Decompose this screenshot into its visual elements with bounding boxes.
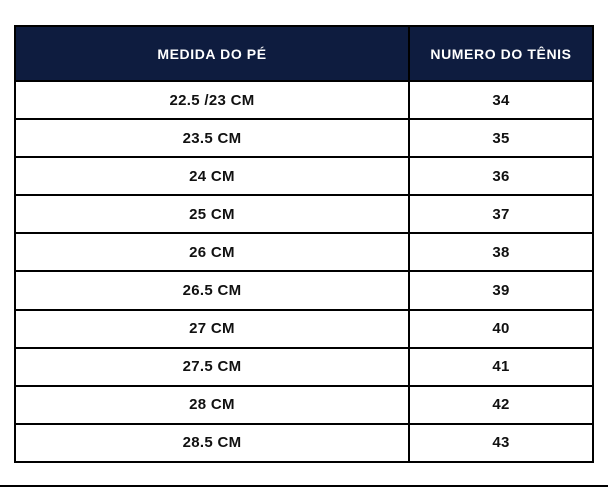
cell-foot-measure: 24 CM [15,157,409,195]
cell-shoe-size: 38 [409,233,593,271]
cell-shoe-size: 40 [409,310,593,348]
cell-foot-measure: 23.5 CM [15,119,409,157]
table-row [15,386,593,424]
table-row [15,348,593,386]
table-row [15,424,593,462]
header-row [15,26,593,81]
cell-shoe-size: 35 [409,119,593,157]
cell-foot-measure: 27.5 CM [15,348,409,386]
cell-shoe-size: 36 [409,157,593,195]
cell-shoe-size: 43 [409,424,593,462]
cell-foot-measure: 28 CM [15,386,409,424]
table-row [15,310,593,348]
cell-foot-measure: 22.5 /23 CM [15,81,409,119]
cell-shoe-size: 42 [409,386,593,424]
cell-shoe-size: 37 [409,195,593,233]
table-row [15,119,593,157]
shoe-size-table [14,25,594,463]
cell-shoe-size: 34 [409,81,593,119]
cell-shoe-size: 41 [409,348,593,386]
table-row [15,81,593,119]
table-row [15,271,593,309]
table-row [15,233,593,271]
cell-foot-measure: 27 CM [15,310,409,348]
cell-foot-measure: 28.5 CM [15,424,409,462]
cell-shoe-size: 39 [409,271,593,309]
cell-foot-measure: 26.5 CM [15,271,409,309]
bottom-divider [0,485,608,487]
cell-foot-measure: 26 CM [15,233,409,271]
table-row [15,157,593,195]
column-header-foot-measure: MEDIDA DO PÉ [15,26,409,81]
cell-foot-measure: 25 CM [15,195,409,233]
table-row [15,195,593,233]
column-header-shoe-size: NUMERO DO TÊNIS [409,26,593,81]
